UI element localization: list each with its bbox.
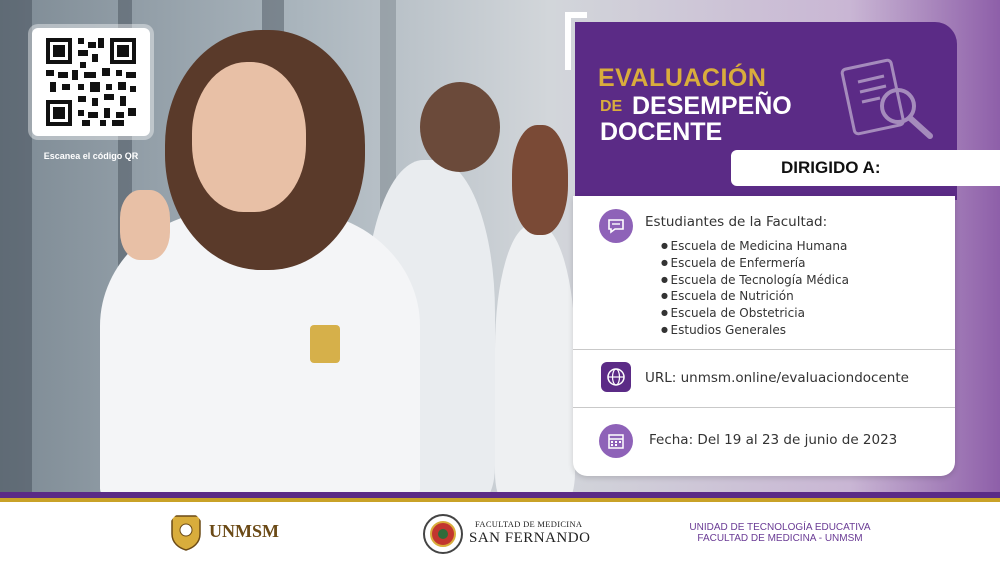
- info-card: [573, 196, 955, 476]
- qr-caption: Escanea el código QR: [43, 151, 139, 161]
- title-desempeno: DESEMPEÑO: [632, 92, 792, 120]
- chat-icon: [599, 209, 633, 243]
- divider: [573, 349, 955, 350]
- doctor-woman-hand: [120, 190, 170, 260]
- title-docente: DOCENTE: [600, 118, 723, 146]
- nurse-figure: [495, 225, 575, 500]
- window-frame: [0, 0, 32, 500]
- coat-emblem: [310, 325, 340, 363]
- doctor-head: [420, 82, 500, 172]
- ute-line2: FACULTAD DE MEDICINA - UNMSM: [697, 533, 863, 544]
- audience-heading: Estudiantes de la Facultad:: [645, 214, 828, 230]
- title-evaluacion: EVALUACIÓN: [598, 64, 767, 92]
- globe-icon: [601, 362, 631, 392]
- school-list: [661, 238, 849, 339]
- unmsm-crest-icon: [168, 512, 204, 552]
- list-item: ● Escuela de Obstetricia: [661, 305, 849, 322]
- fm-line2: SAN FERNANDO: [469, 530, 591, 546]
- list-item: ● Escuela de Medicina Humana: [661, 238, 849, 255]
- nurse-head: [512, 125, 568, 235]
- title-de: DE: [600, 98, 623, 115]
- ute-logo: [660, 522, 900, 544]
- fecha-text: Fecha: Del 19 al 23 de junio de 2023: [649, 432, 898, 448]
- divider: [573, 407, 955, 408]
- calendar-icon: [599, 424, 633, 458]
- san-fernando-seal-icon: [422, 513, 464, 555]
- document-search-icon: [838, 58, 938, 148]
- list-item: ● Estudios Generales: [661, 322, 849, 339]
- fm-line1: FACULTAD DE MEDICINA: [475, 519, 583, 529]
- dirigido-label: DIRIGIDO A:: [731, 150, 1000, 186]
- qr-code-icon: [32, 28, 150, 136]
- qr-code[interactable]: [32, 28, 150, 136]
- ute-line1: UNIDAD DE TECNOLOGÍA EDUCATIVA: [689, 522, 871, 533]
- list-item: ● Escuela de Tecnología Médica: [661, 272, 849, 289]
- url-text[interactable]: URL: unmsm.online/evaluaciondocente: [645, 370, 909, 386]
- doctor-woman-face: [192, 62, 306, 212]
- list-item: ● Escuela de Enfermería: [661, 255, 849, 272]
- unmsm-logo-text: UNMSM: [209, 521, 279, 541]
- list-item: ● Escuela de Nutrición: [661, 288, 849, 305]
